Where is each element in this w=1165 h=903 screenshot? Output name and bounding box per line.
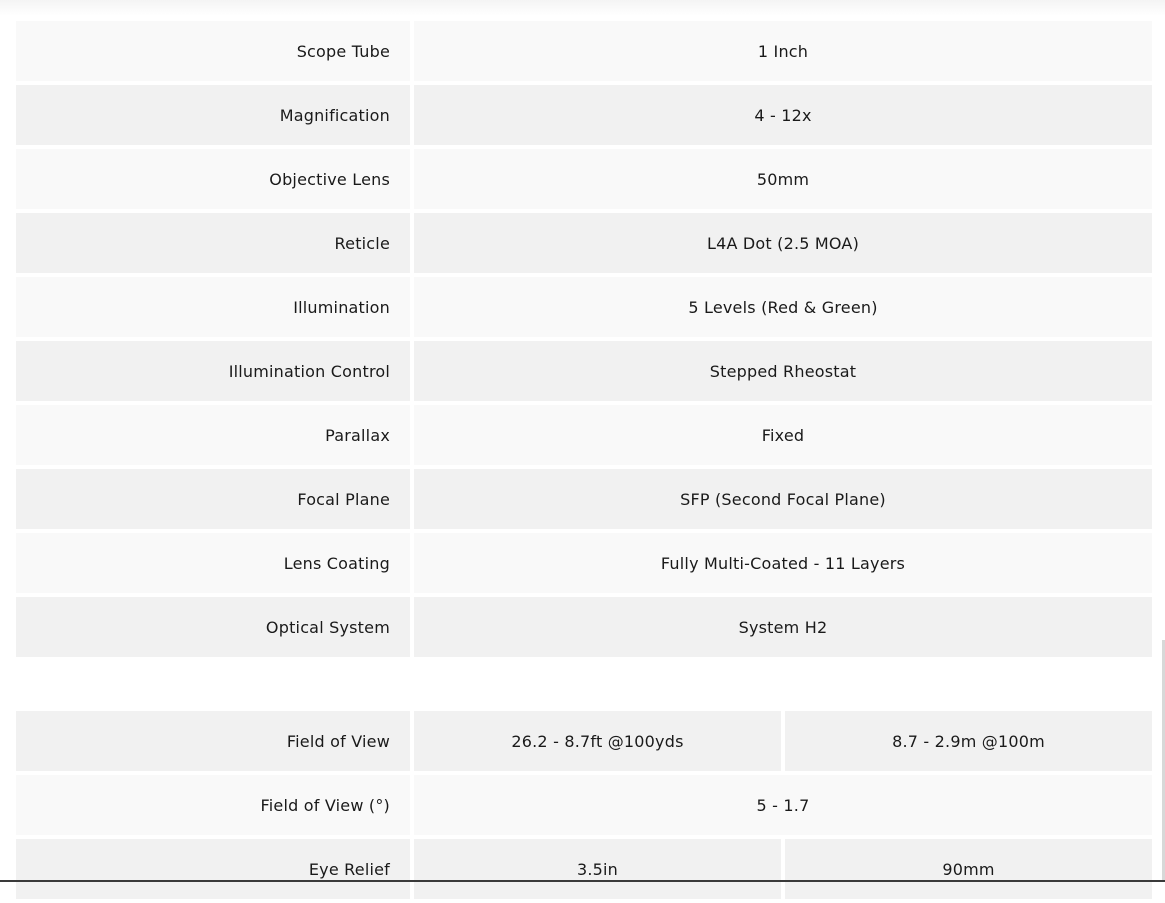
spec-row-eye-relief [16, 839, 1152, 899]
spec-value: Fully Multi-Coated - 11 Layers [414, 533, 1152, 593]
spec-label: Eye Relief [16, 839, 410, 899]
spec-row-parallax [16, 405, 1152, 465]
spec-row-objective-lens [16, 149, 1152, 209]
spec-label: Optical System [16, 597, 410, 657]
spec-label: Parallax [16, 405, 410, 465]
spec-row-illumination [16, 277, 1152, 337]
spec-label: Scope Tube [16, 21, 410, 81]
spec-row-focal-plane [16, 469, 1152, 529]
spec-row-scope-tube [16, 21, 1152, 81]
spec-label: Illumination Control [16, 341, 410, 401]
spec-label: Field of View (°) [16, 775, 410, 835]
spec-row-magnification [16, 85, 1152, 145]
header-shadow [0, 0, 1165, 16]
spec-value: SFP (Second Focal Plane) [414, 469, 1152, 529]
spec-label: Lens Coating [16, 533, 410, 593]
spec-value: Stepped Rheostat [414, 341, 1152, 401]
spec-value: 5 - 1.7 [414, 775, 1152, 835]
spec-row-field-of-view [16, 711, 1152, 771]
spec-label: Reticle [16, 213, 410, 273]
spec-label: Illumination [16, 277, 410, 337]
spec-value: L4A Dot (2.5 MOA) [414, 213, 1152, 273]
spec-value-metric: 8.7 - 2.9m @100m [785, 711, 1152, 771]
spec-label: Objective Lens [16, 149, 410, 209]
spec-row-reticle [16, 213, 1152, 273]
spec-value: 5 Levels (Red & Green) [414, 277, 1152, 337]
spec-row-lens-coating [16, 533, 1152, 593]
spec-value-imperial: 3.5in [414, 839, 781, 899]
spec-label: Magnification [16, 85, 410, 145]
spec-value: 1 Inch [414, 21, 1152, 81]
optics-table [16, 711, 1152, 903]
spec-value: System H2 [414, 597, 1152, 657]
spec-row-optical-system [16, 597, 1152, 657]
spec-value: 50mm [414, 149, 1152, 209]
spec-row-field-of-view-degrees [16, 775, 1152, 835]
specifications-table [16, 21, 1152, 661]
spec-label: Focal Plane [16, 469, 410, 529]
spec-label: Field of View [16, 711, 410, 771]
spec-value-metric: 90mm [785, 839, 1152, 899]
spec-row-illumination-control [16, 341, 1152, 401]
spec-value: 4 - 12x [414, 85, 1152, 145]
spec-value: Fixed [414, 405, 1152, 465]
spec-value-imperial: 26.2 - 8.7ft @100yds [414, 711, 781, 771]
